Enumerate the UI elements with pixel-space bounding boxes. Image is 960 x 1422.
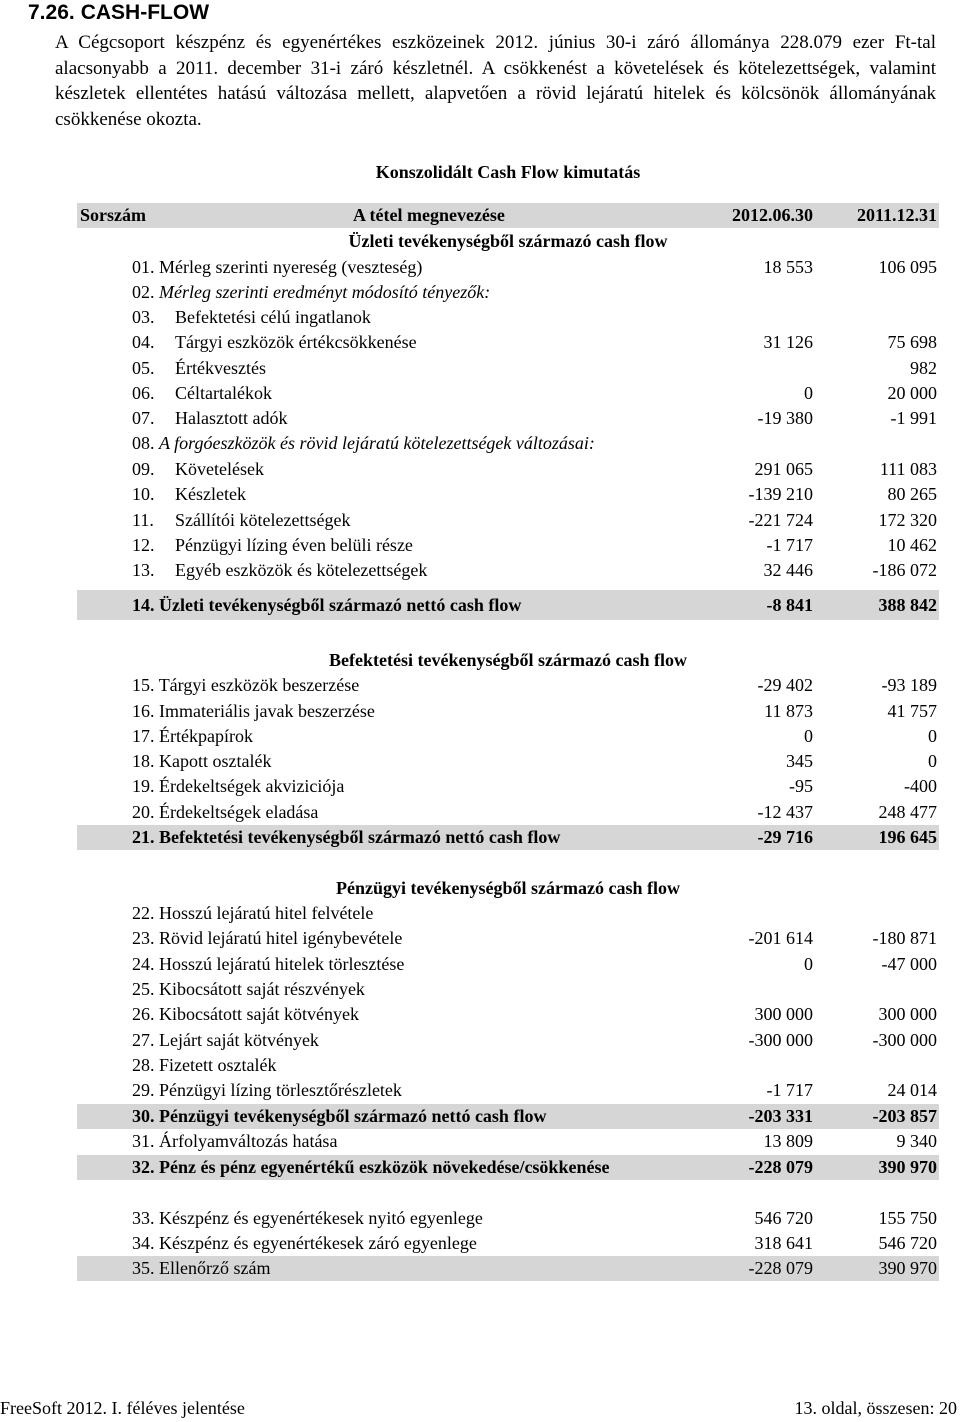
row-number: 16. — [132, 701, 155, 721]
table-title: Konszolidált Cash Flow kimutatás — [375, 162, 641, 182]
row-value-2012: 0 — [804, 726, 813, 746]
row-number: 26. — [132, 1004, 155, 1024]
row-value-2011: 390 970 — [878, 1258, 937, 1278]
footer-report-title: FreeSoft 2012. I. féléves jelentése — [0, 1398, 245, 1418]
row-number: 27. — [132, 1030, 155, 1050]
table-row — [77, 330, 939, 355]
row-label: Mérleg szerinti eredményt módosító tényezők: — [159, 282, 491, 302]
row-label: Készpénz és egyenértékesek záró egyenlege — [159, 1233, 477, 1253]
row-label: Befektetési célú ingatlanok — [175, 307, 371, 327]
row-number: 08. — [132, 433, 155, 453]
table-row-total — [77, 1104, 939, 1129]
row-value-2011: 75 698 — [887, 332, 937, 352]
row-value-2011: -93 189 — [881, 675, 937, 695]
row-value-2012: -8 841 — [766, 595, 813, 615]
row-value-2012: -12 437 — [757, 802, 813, 822]
row-label: Érdekeltségek eladása — [159, 802, 319, 822]
row-value-2012: 13 809 — [763, 1131, 813, 1151]
row-number: 18. — [132, 751, 155, 771]
row-number: 23. — [132, 928, 155, 948]
row-label: Hosszú lejáratú hitelek törlesztése — [159, 954, 405, 974]
row-value-2011: 300 000 — [878, 1004, 937, 1024]
row-label: Pénz és pénz egyenértékű eszközök növekedése/csökkenése — [159, 1157, 610, 1177]
table-row — [77, 1078, 939, 1103]
table-row — [77, 457, 939, 482]
row-value-2011: 10 462 — [887, 535, 937, 555]
row-number: 30. — [132, 1106, 155, 1126]
row-value-2011: -180 871 — [872, 928, 937, 948]
row-value-2011: 0 — [928, 726, 937, 746]
row-value-2011: 111 083 — [879, 459, 937, 479]
section-title: CASH-FLOW — [80, 1, 210, 24]
row-value-2012: 18 553 — [763, 257, 813, 277]
row-value-2012: -95 — [789, 776, 813, 796]
row-value-2011: 982 — [910, 358, 937, 378]
row-value-2012: -19 380 — [757, 408, 813, 428]
row-value-2011: 390 970 — [878, 1157, 937, 1177]
table-row — [77, 1231, 939, 1256]
row-value-2011: 172 320 — [878, 510, 937, 530]
row-number: 24. — [132, 954, 155, 974]
row-value-2011: 24 014 — [887, 1080, 937, 1100]
row-number: 01. — [132, 257, 155, 277]
table-row — [77, 431, 939, 456]
table-row — [77, 774, 939, 799]
row-label: Tárgyi eszközök beszerzése — [158, 675, 360, 695]
row-value-2012: 318 641 — [754, 1233, 813, 1253]
table-row — [77, 926, 939, 951]
table-row-total — [77, 1155, 939, 1180]
section-financing-title: Pénzügyi tevékenységből származó cash flow — [336, 878, 680, 898]
table-row — [77, 255, 939, 280]
row-number: 22. — [132, 903, 155, 923]
row-value-2012: -221 724 — [748, 510, 813, 530]
row-label: Szállítói kötelezettségek — [175, 510, 351, 530]
table-row — [77, 1028, 939, 1053]
row-number: 20. — [132, 802, 155, 822]
row-value-2011: -47 000 — [881, 954, 937, 974]
section-number: 7.26. — [28, 1, 75, 24]
row-number: 29. — [132, 1080, 155, 1100]
row-value-2012: -1 717 — [766, 1080, 813, 1100]
row-value-2012: 345 — [786, 751, 813, 771]
header-col-2011: 2011.12.31 — [856, 205, 937, 225]
table-row — [77, 1002, 939, 1027]
row-number: 03. — [132, 307, 155, 327]
row-label: Rövid lejáratú hitel igénybevétele — [159, 928, 403, 948]
table-row — [77, 673, 939, 698]
row-number: 04. — [132, 332, 155, 352]
row-label: Hosszú lejáratú hitel felvétele — [159, 903, 374, 923]
table-row — [77, 280, 939, 305]
row-label: Pénzügyi lízing éven belüli része — [175, 535, 413, 555]
row-value-2011: -186 072 — [872, 560, 937, 580]
row-label: Követelések — [175, 459, 264, 479]
row-value-2011: 155 750 — [878, 1208, 937, 1228]
row-label: A forgóeszközök és rövid lejáratú kötelezettségek változásai: — [159, 433, 595, 453]
row-value-2011: 248 477 — [878, 802, 937, 822]
row-number: 15. — [132, 675, 155, 695]
row-number: 28. — [132, 1055, 155, 1075]
table-row — [77, 901, 939, 926]
row-label: Üzleti tevékenységből származó nettó cash flow — [159, 595, 522, 615]
table-row — [77, 1129, 939, 1154]
row-number: 09. — [132, 459, 155, 479]
table-row — [77, 406, 939, 431]
row-number: 33. — [132, 1208, 155, 1228]
row-value-2012: -203 331 — [748, 1106, 813, 1126]
row-label: Egyéb eszközök és kötelezettségek — [175, 560, 428, 580]
row-number: 07. — [132, 408, 155, 428]
row-label: Befektetési tevékenységből származó nettó cash flow — [159, 827, 561, 847]
row-value-2012: 11 873 — [764, 701, 813, 721]
row-value-2012: -1 717 — [766, 535, 813, 555]
row-number: 13. — [132, 560, 155, 580]
row-label: Pénzügyi lízing törlesztőrészletek — [159, 1080, 402, 1100]
row-value-2011: -400 — [904, 776, 937, 796]
row-value-2011: 0 — [928, 751, 937, 771]
header-col-2012: 2012.06.30 — [732, 205, 813, 225]
row-label: Árfolyamváltozás hatása — [159, 1131, 338, 1151]
row-value-2011: -300 000 — [872, 1030, 937, 1050]
row-value-2012: -139 210 — [748, 484, 813, 504]
row-number: 05. — [132, 358, 155, 378]
table-row — [77, 699, 939, 724]
row-label: Ellenőrző szám — [159, 1258, 271, 1278]
row-label: Immateriális javak beszerzése — [159, 701, 375, 721]
table-row — [77, 508, 939, 533]
row-value-2012: -228 079 — [748, 1258, 813, 1278]
row-label: Mérleg szerinti nyereség (veszteség) — [159, 257, 423, 277]
table-row — [77, 533, 939, 558]
table-row-total — [77, 590, 939, 620]
row-label: Fizetett osztalék — [159, 1055, 277, 1075]
table-row — [77, 749, 939, 774]
row-number: 12. — [132, 535, 155, 555]
row-number: 14. — [132, 595, 155, 615]
row-value-2012: 0 — [804, 383, 813, 403]
row-value-2012: -228 079 — [748, 1157, 813, 1177]
table-header — [77, 203, 939, 228]
row-number: 10. — [132, 484, 155, 504]
row-value-2012: -29 716 — [757, 827, 813, 847]
row-label: Készletek — [175, 484, 246, 504]
row-value-2012: -201 614 — [748, 928, 813, 948]
row-value-2011: 9 340 — [896, 1131, 937, 1151]
table-row — [77, 977, 939, 1002]
row-value-2011: 388 842 — [878, 595, 937, 615]
row-number: 06. — [132, 383, 155, 403]
row-value-2012: 32 446 — [763, 560, 813, 580]
row-value-2012: 291 065 — [754, 459, 813, 479]
header-col-no: Sorszám — [80, 205, 146, 225]
table-row — [77, 356, 939, 381]
row-label: Érdekeltségek akviziciója — [159, 776, 345, 796]
table-row — [77, 482, 939, 507]
row-label: Értékvesztés — [175, 358, 266, 378]
row-value-2011: 196 645 — [878, 827, 937, 847]
table-row — [77, 724, 939, 749]
row-value-2011: 41 757 — [887, 701, 937, 721]
table-row — [77, 1206, 939, 1231]
row-value-2011: 546 720 — [878, 1233, 937, 1253]
table-row — [77, 381, 939, 406]
row-number: 21. — [132, 827, 155, 847]
row-number: 32. — [132, 1157, 155, 1177]
row-value-2012: 546 720 — [754, 1208, 813, 1228]
table-row — [77, 558, 939, 583]
section-heading — [28, 0, 209, 26]
row-number: 11. — [132, 510, 154, 530]
table-row — [77, 305, 939, 330]
row-label: Pénzügyi tevékenységből származó nettó cash flow — [159, 1106, 547, 1126]
row-value-2012: 300 000 — [754, 1004, 813, 1024]
row-value-2012: -300 000 — [748, 1030, 813, 1050]
row-value-2012: -29 402 — [757, 675, 813, 695]
row-value-2012: 0 — [804, 954, 813, 974]
table-row — [77, 952, 939, 977]
row-value-2012: 31 126 — [763, 332, 813, 352]
row-label: Kibocsátott saját részvények — [159, 979, 365, 999]
row-value-2011: -1 991 — [890, 408, 937, 428]
row-label: Értékpapírok — [159, 726, 253, 746]
row-label: Készpénz és egyenértékesek nyitó egyenlege — [159, 1208, 483, 1228]
row-number: 31. — [132, 1131, 155, 1151]
row-value-2011: 106 095 — [878, 257, 937, 277]
section-operating-title: Üzleti tevékenységből származó cash flow — [348, 231, 668, 251]
header-col-name: A tétel megnevezése — [353, 205, 505, 225]
row-number: 19. — [132, 776, 155, 796]
row-number: 02. — [132, 282, 155, 302]
table-row-check — [77, 1256, 939, 1281]
intro-paragraph: A Cégcsoport készpénz és egyenértékes eszközeinek 2012. június 30-i záró állománya 228.079 ezer Ft-tal alacsonyabb a 2011. december 31-i záró készletnél. A csökkenést a követelések és kötelezettségek, valamint készletek ellentétes hatású változása mellett, alapvetően a rövid lejáratú hitelek és kölcsönök állományának csökkenése okozta. — [55, 32, 936, 130]
row-value-2011: -203 857 — [872, 1106, 937, 1126]
row-value-2011: 20 000 — [887, 383, 937, 403]
row-label: Tárgyi eszközök értékcsökkenése — [175, 332, 417, 352]
table-row — [77, 1053, 939, 1078]
table-row — [77, 800, 939, 825]
row-number: 34. — [132, 1233, 155, 1253]
row-label: Kibocsátott saját kötvények — [159, 1004, 359, 1024]
row-label: Lejárt saját kötvények — [159, 1030, 319, 1050]
footer-page-number: 13. oldal, összesen: 20 — [794, 1398, 957, 1418]
section-investing-title: Befektetési tevékenységből származó cash flow — [329, 650, 687, 670]
row-label: Kapott osztalék — [159, 751, 272, 771]
row-label: Halasztott adók — [175, 408, 288, 428]
row-value-2011: 80 265 — [887, 484, 937, 504]
table-row-total — [77, 825, 939, 850]
row-number: 35. — [132, 1258, 155, 1278]
row-number: 17. — [132, 726, 155, 746]
row-label: Céltartalékok — [175, 383, 272, 403]
row-number: 25. — [132, 979, 155, 999]
